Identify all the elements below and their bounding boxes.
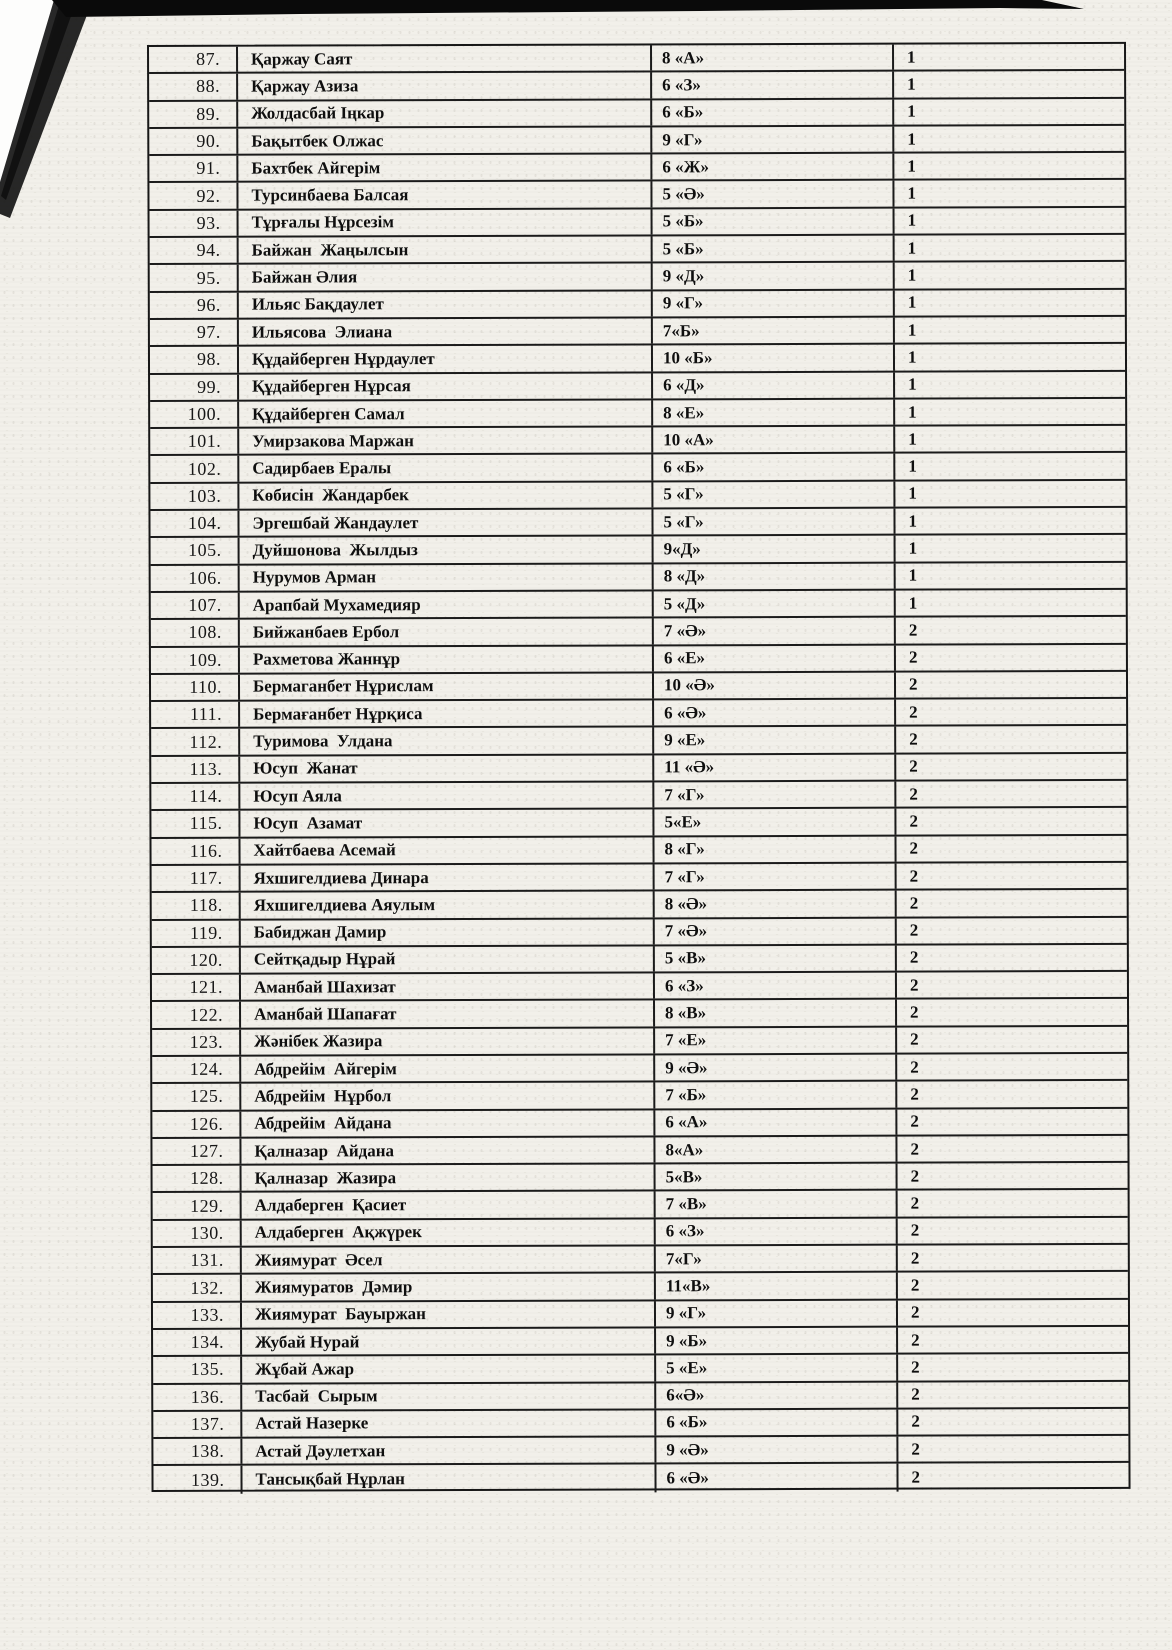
class-cell: 7 «Г» bbox=[655, 864, 897, 890]
table-row bbox=[151, 617, 1126, 647]
class-cell: 5 «Д» bbox=[654, 591, 896, 617]
student-name-cell: Абдрейім Айгерім bbox=[241, 1055, 655, 1082]
class-cell: 6 «Ә» bbox=[654, 700, 896, 726]
count-cell: 2 bbox=[911, 1467, 921, 1487]
count-cell: 2 bbox=[910, 1166, 920, 1186]
class-cell: 9 «Г» bbox=[652, 127, 894, 153]
student-name-cell: Жубай Нурай bbox=[242, 1328, 656, 1355]
table-row bbox=[153, 1272, 1128, 1302]
row-number-cell: 110. bbox=[151, 675, 240, 701]
count-cell: 2 bbox=[910, 1057, 919, 1077]
table-row bbox=[151, 754, 1126, 784]
table-row bbox=[150, 344, 1125, 374]
count-cell: 2 bbox=[910, 1139, 920, 1159]
student-name-cell: Дуйшонова Жылдыз bbox=[240, 537, 654, 564]
row-number-cell: 107. bbox=[151, 593, 240, 619]
table-row bbox=[150, 262, 1125, 292]
count-cell: 1 bbox=[908, 456, 917, 476]
class-cell: 5 «Ә» bbox=[652, 181, 894, 207]
count-cell: 2 bbox=[909, 838, 919, 858]
class-cell: 5«В» bbox=[656, 1164, 898, 1190]
row-number-cell: 98. bbox=[150, 347, 239, 373]
row-number-cell: 102. bbox=[150, 456, 239, 482]
row-number-cell: 89. bbox=[149, 101, 238, 127]
count-cell: 2 bbox=[909, 811, 918, 831]
count-cell: 2 bbox=[911, 1330, 920, 1350]
row-number-cell: 109. bbox=[151, 647, 240, 673]
table-row bbox=[151, 535, 1126, 565]
row-number-cell: 117. bbox=[152, 866, 241, 892]
student-name-cell: Құдайберген Нұрсая bbox=[239, 373, 653, 400]
table-row bbox=[153, 1190, 1128, 1220]
row-number-cell: 101. bbox=[150, 429, 239, 455]
student-name-cell: Ильясова Элиана bbox=[239, 318, 653, 345]
table-row bbox=[153, 1381, 1128, 1411]
row-number-cell: 94. bbox=[150, 238, 239, 264]
table-row bbox=[151, 836, 1126, 866]
count-cell: 1 bbox=[907, 211, 917, 231]
row-number-cell: 129. bbox=[153, 1193, 242, 1219]
student-name-cell: Тұрғалы Нұрсезім bbox=[239, 209, 653, 236]
count-cell: 2 bbox=[909, 975, 919, 995]
student-name-cell: Астай Назерке bbox=[242, 1410, 656, 1437]
student-name-cell: Құдайберген Нұрдаулет bbox=[239, 346, 653, 373]
class-cell: 11 «Ә» bbox=[654, 754, 896, 780]
class-cell: 9 «Е» bbox=[654, 727, 896, 753]
table-row bbox=[150, 317, 1125, 347]
table-row bbox=[153, 1463, 1128, 1493]
class-cell: 6 «Ж» bbox=[652, 154, 894, 180]
table-row bbox=[153, 1163, 1128, 1193]
count-cell: 2 bbox=[910, 1084, 919, 1104]
class-cell: 7«Б» bbox=[653, 318, 895, 344]
student-name-cell: Жұбай Ажар bbox=[242, 1356, 656, 1383]
table-row bbox=[150, 481, 1125, 511]
student-name-cell: Бермағанбет Нұрқиса bbox=[240, 701, 654, 728]
table-row bbox=[152, 1054, 1127, 1084]
table-row bbox=[153, 1354, 1128, 1384]
table-row bbox=[151, 781, 1126, 811]
row-number-cell: 100. bbox=[150, 402, 239, 428]
table-row bbox=[149, 126, 1124, 156]
table-row bbox=[150, 453, 1125, 483]
row-number-cell: 125. bbox=[152, 1084, 241, 1110]
count-cell: 2 bbox=[909, 702, 918, 722]
student-name-cell: Абдрейім Айдана bbox=[241, 1110, 655, 1137]
class-cell: 8 «Д» bbox=[654, 563, 896, 589]
class-cell: 5 «Б» bbox=[653, 208, 895, 234]
class-cell: 9 «Б» bbox=[656, 1328, 898, 1354]
table-row bbox=[153, 1327, 1128, 1357]
row-number-cell: 133. bbox=[153, 1302, 242, 1328]
class-cell: 6 «Б» bbox=[653, 454, 895, 480]
row-number-cell: 87. bbox=[149, 47, 238, 73]
row-number-cell: 120. bbox=[152, 948, 241, 974]
class-cell: 8 «Ә» bbox=[655, 891, 897, 917]
table-row bbox=[150, 371, 1125, 401]
student-name-cell: Садирбаев Ералы bbox=[239, 455, 653, 482]
count-cell: 2 bbox=[908, 620, 918, 640]
row-number-cell: 113. bbox=[151, 756, 240, 782]
count-cell: 2 bbox=[910, 1275, 920, 1295]
count-cell: 2 bbox=[911, 1439, 920, 1459]
row-number-cell: 127. bbox=[152, 1139, 241, 1165]
row-number-cell: 92. bbox=[149, 183, 238, 209]
student-name-cell: Бахтбек Айгерім bbox=[238, 155, 652, 182]
student-name-cell: Жиямурат Бауыржан bbox=[242, 1301, 656, 1328]
class-cell: 9 «Г» bbox=[656, 1300, 898, 1326]
class-cell: 9 «Г» bbox=[653, 290, 895, 316]
class-cell: 8 «Е» bbox=[653, 400, 895, 426]
class-cell: 6«Ә» bbox=[656, 1382, 898, 1408]
table-row bbox=[152, 917, 1127, 947]
count-cell: 2 bbox=[910, 1302, 920, 1322]
table-row bbox=[150, 508, 1125, 538]
student-name-cell: Қалназар Айдана bbox=[241, 1137, 655, 1164]
table-row bbox=[150, 399, 1125, 429]
count-cell: 1 bbox=[907, 101, 916, 121]
table-row bbox=[151, 808, 1126, 838]
class-cell: 7 «Ә» bbox=[654, 618, 896, 644]
class-cell: 11«В» bbox=[656, 1273, 898, 1299]
count-cell: 1 bbox=[907, 265, 917, 285]
count-cell: 1 bbox=[907, 129, 916, 149]
row-number-cell: 112. bbox=[151, 729, 240, 755]
row-number-cell: 115. bbox=[151, 811, 240, 837]
count-cell: 1 bbox=[908, 511, 918, 531]
table-row bbox=[150, 235, 1125, 265]
class-cell: 6 «З» bbox=[655, 973, 897, 999]
row-number-cell: 121. bbox=[152, 975, 241, 1001]
class-cell: 10 «Ә» bbox=[654, 672, 896, 698]
class-cell: 8 «А» bbox=[652, 45, 894, 71]
table-row bbox=[152, 972, 1127, 1002]
row-number-cell: 93. bbox=[150, 210, 239, 236]
table-row bbox=[153, 1409, 1128, 1439]
student-name-cell: Жолдасбай Іңкар bbox=[238, 100, 652, 127]
count-cell: 2 bbox=[910, 1248, 920, 1268]
class-cell: 6 «Б» bbox=[656, 1409, 898, 1435]
count-cell: 2 bbox=[909, 784, 918, 804]
row-number-cell: 108. bbox=[151, 620, 240, 646]
count-cell: 2 bbox=[910, 1002, 919, 1022]
row-number-cell: 104. bbox=[150, 511, 239, 537]
student-name-cell: Аманбай Шапағат bbox=[241, 1001, 655, 1028]
count-cell: 1 bbox=[907, 183, 916, 203]
class-cell: 6 «З» bbox=[656, 1218, 898, 1244]
table-row bbox=[149, 153, 1124, 183]
count-cell: 1 bbox=[908, 429, 917, 449]
student-name-cell: Умирзакова Маржан bbox=[239, 428, 653, 455]
count-cell: 2 bbox=[908, 675, 918, 695]
table-row bbox=[152, 999, 1127, 1029]
row-number-cell: 139. bbox=[153, 1466, 242, 1494]
table-row bbox=[153, 1436, 1128, 1466]
student-name-cell: Яхшигелдиева Аяулым bbox=[241, 892, 655, 919]
table-row bbox=[150, 208, 1125, 238]
student-name-cell: Алдаберген Ақжүрек bbox=[242, 1219, 656, 1246]
class-cell: 5«Е» bbox=[654, 809, 896, 835]
row-number-cell: 119. bbox=[152, 920, 241, 946]
table-row bbox=[152, 1136, 1127, 1166]
row-number-cell: 134. bbox=[153, 1330, 242, 1356]
table-row bbox=[152, 863, 1127, 893]
class-cell: 10 «А» bbox=[653, 427, 895, 453]
student-name-cell: Жиямуратов Дәмир bbox=[242, 1274, 656, 1301]
row-number-cell: 122. bbox=[152, 1002, 241, 1028]
student-name-cell: Алдаберген Қасиет bbox=[242, 1192, 656, 1219]
table-row bbox=[150, 290, 1125, 320]
count-cell: 1 bbox=[908, 538, 918, 558]
count-cell: 1 bbox=[907, 320, 917, 340]
row-number-cell: 131. bbox=[153, 1248, 242, 1274]
class-cell: 8«А» bbox=[655, 1137, 897, 1163]
student-name-cell: Юсуп Аяла bbox=[240, 782, 654, 809]
class-cell: 6 «Б» bbox=[652, 99, 894, 125]
count-cell: 2 bbox=[909, 866, 919, 886]
row-number-cell: 106. bbox=[151, 565, 240, 591]
student-name-cell: Бабиджан Дамир bbox=[241, 919, 655, 946]
count-cell: 2 bbox=[910, 1220, 920, 1241]
student-name-cell: Байжан Әлия bbox=[239, 264, 653, 291]
row-number-cell: 96. bbox=[150, 292, 239, 318]
row-number-cell: 128. bbox=[153, 1166, 242, 1192]
class-cell: 7«Г» bbox=[656, 1246, 898, 1272]
row-number-cell: 130. bbox=[153, 1220, 242, 1246]
class-cell: 7 «Г» bbox=[654, 782, 896, 808]
student-name-cell: Байжан Жаңылсын bbox=[239, 236, 653, 263]
class-cell: 6 «Д» bbox=[653, 372, 895, 398]
count-cell: 2 bbox=[908, 647, 918, 667]
row-number-cell: 123. bbox=[152, 1029, 241, 1055]
student-name-cell: Хайтбаева Асемай bbox=[240, 837, 654, 864]
row-number-cell: 126. bbox=[152, 1111, 241, 1137]
student-name-cell: Қаржау Саят bbox=[238, 45, 652, 72]
student-name-cell: Арапбай Мухамедияр bbox=[240, 591, 654, 618]
row-number-cell: 138. bbox=[153, 1439, 242, 1465]
student-name-cell: Жәнібек Жазира bbox=[241, 1028, 655, 1055]
row-number-cell: 91. bbox=[149, 156, 238, 182]
table-row bbox=[151, 726, 1126, 756]
class-cell: 6 «З» bbox=[652, 72, 894, 98]
row-number-cell: 103. bbox=[150, 483, 239, 509]
table-row bbox=[152, 945, 1127, 975]
table-row bbox=[150, 426, 1125, 456]
count-cell: 2 bbox=[910, 1111, 919, 1131]
class-cell: 5 «Б» bbox=[653, 236, 895, 262]
row-number-cell: 118. bbox=[152, 893, 241, 919]
student-name-cell: Туримова Улдана bbox=[240, 728, 654, 755]
table-row bbox=[149, 71, 1124, 101]
student-name-cell: Нурумов Арман bbox=[240, 564, 654, 591]
table-row bbox=[153, 1245, 1128, 1275]
count-cell: 1 bbox=[907, 156, 916, 176]
table-row bbox=[151, 563, 1126, 593]
row-number-cell: 99. bbox=[150, 374, 239, 400]
class-cell: 8 «Г» bbox=[654, 836, 896, 862]
class-cell: 7 «Е» bbox=[655, 1027, 897, 1053]
count-cell: 2 bbox=[911, 1412, 920, 1432]
count-cell: 2 bbox=[909, 729, 918, 749]
student-name-cell: Бийжанбаев Ербол bbox=[240, 619, 654, 646]
class-cell: 7 «Б» bbox=[655, 1082, 897, 1108]
table-row bbox=[151, 672, 1126, 702]
count-cell: 2 bbox=[909, 893, 919, 913]
student-name-cell: Аманбай Шахизат bbox=[241, 974, 655, 1001]
student-name-cell: Юсуп Азамат bbox=[240, 810, 654, 837]
count-cell: 2 bbox=[910, 1193, 920, 1213]
class-cell: 5 «Г» bbox=[653, 509, 895, 535]
table-row bbox=[149, 99, 1124, 129]
table-row bbox=[151, 644, 1126, 674]
student-name-cell: Турсинбаева Балсая bbox=[238, 182, 652, 209]
student-name-cell: Көбисін Жандарбек bbox=[239, 482, 653, 509]
student-name-cell: Жиямурат Әсел bbox=[242, 1246, 656, 1273]
class-cell: 7 «В» bbox=[656, 1191, 898, 1217]
count-cell: 2 bbox=[909, 756, 918, 776]
class-cell: 6 «А» bbox=[655, 1109, 897, 1135]
row-number-cell: 137. bbox=[153, 1412, 242, 1438]
class-cell: 5 «В» bbox=[655, 945, 897, 971]
class-cell: 5 «Е» bbox=[656, 1355, 898, 1381]
class-cell: 9 «Ә» bbox=[655, 1055, 897, 1081]
student-name-cell: Қалназар Жазира bbox=[242, 1165, 656, 1192]
row-number-cell: 95. bbox=[150, 265, 239, 291]
table-row bbox=[152, 1109, 1127, 1139]
count-cell: 2 bbox=[909, 920, 919, 940]
count-cell: 1 bbox=[908, 402, 917, 422]
count-cell: 2 bbox=[911, 1384, 920, 1404]
class-cell: 8 «В» bbox=[655, 1000, 897, 1026]
count-cell: 1 bbox=[908, 374, 917, 394]
student-name-cell: Тасбай Сырым bbox=[242, 1383, 656, 1410]
table-row bbox=[151, 590, 1126, 620]
class-cell: 5 «Г» bbox=[653, 481, 895, 507]
table-row bbox=[152, 1081, 1127, 1111]
student-name-cell: Сейтқадыр Нұрай bbox=[241, 946, 655, 973]
student-name-cell: Құдайберген Самал bbox=[239, 400, 653, 427]
row-number-cell: 97. bbox=[150, 320, 239, 346]
class-cell: 9 «Д» bbox=[653, 263, 895, 289]
student-name-cell: Юсуп Жанат bbox=[240, 755, 654, 782]
row-number-cell: 90. bbox=[149, 129, 238, 155]
count-cell: 1 bbox=[907, 347, 917, 367]
student-table bbox=[147, 42, 1131, 1492]
class-cell: 6 «Е» bbox=[654, 645, 896, 671]
row-number-cell: 136. bbox=[153, 1384, 242, 1410]
class-cell: 7 «Ә» bbox=[655, 918, 897, 944]
table-row bbox=[152, 1027, 1127, 1057]
class-cell: 10 «Б» bbox=[653, 345, 895, 371]
row-number-cell: 114. bbox=[151, 784, 240, 810]
count-cell: 1 bbox=[907, 238, 917, 258]
student-name-cell: Яхшигелдиева Динара bbox=[241, 864, 655, 891]
count-cell: 2 bbox=[911, 1357, 920, 1377]
count-cell: 2 bbox=[910, 1029, 919, 1049]
count-cell: 1 bbox=[907, 74, 916, 94]
count-cell: 2 bbox=[909, 948, 919, 968]
count-cell: 1 bbox=[907, 292, 917, 312]
table-row bbox=[152, 890, 1127, 920]
class-cell: 6 «Ә» bbox=[656, 1464, 898, 1492]
table-row bbox=[153, 1218, 1128, 1248]
class-cell: 9 «Ә» bbox=[656, 1437, 898, 1463]
table-row bbox=[151, 699, 1126, 729]
student-name-cell: Астай Дәулетхан bbox=[242, 1438, 656, 1465]
count-cell: 1 bbox=[907, 47, 916, 67]
row-number-cell: 88. bbox=[149, 74, 238, 100]
student-name-cell: Абдрейім Нұрбол bbox=[241, 1083, 655, 1110]
student-name-cell: Бақытбек Олжас bbox=[238, 127, 652, 154]
table-row bbox=[149, 180, 1124, 210]
row-number-cell: 105. bbox=[151, 538, 240, 564]
count-cell: 1 bbox=[908, 565, 918, 585]
student-name-cell: Қаржау Азиза bbox=[238, 73, 652, 100]
count-cell: 1 bbox=[908, 593, 918, 613]
student-name-cell: Ильяс Бақдаулет bbox=[239, 291, 653, 318]
row-number-cell: 116. bbox=[151, 838, 240, 864]
row-number-cell: 111. bbox=[151, 702, 240, 728]
student-name-cell: Рахметова Жаннұр bbox=[240, 646, 654, 673]
row-number-cell: 124. bbox=[152, 1057, 241, 1083]
count-cell: 1 bbox=[908, 483, 917, 504]
class-cell: 9«Д» bbox=[654, 536, 896, 562]
table-row bbox=[153, 1300, 1128, 1330]
row-number-cell: 135. bbox=[153, 1357, 242, 1383]
row-number-cell: 132. bbox=[153, 1275, 242, 1301]
table-row bbox=[149, 44, 1124, 74]
student-name-cell: Бермаганбет Нұрислам bbox=[240, 673, 654, 700]
student-name-cell: Тансықбай Нұрлан bbox=[242, 1465, 656, 1494]
student-name-cell: Эргешбай Жандаулет bbox=[239, 509, 653, 536]
